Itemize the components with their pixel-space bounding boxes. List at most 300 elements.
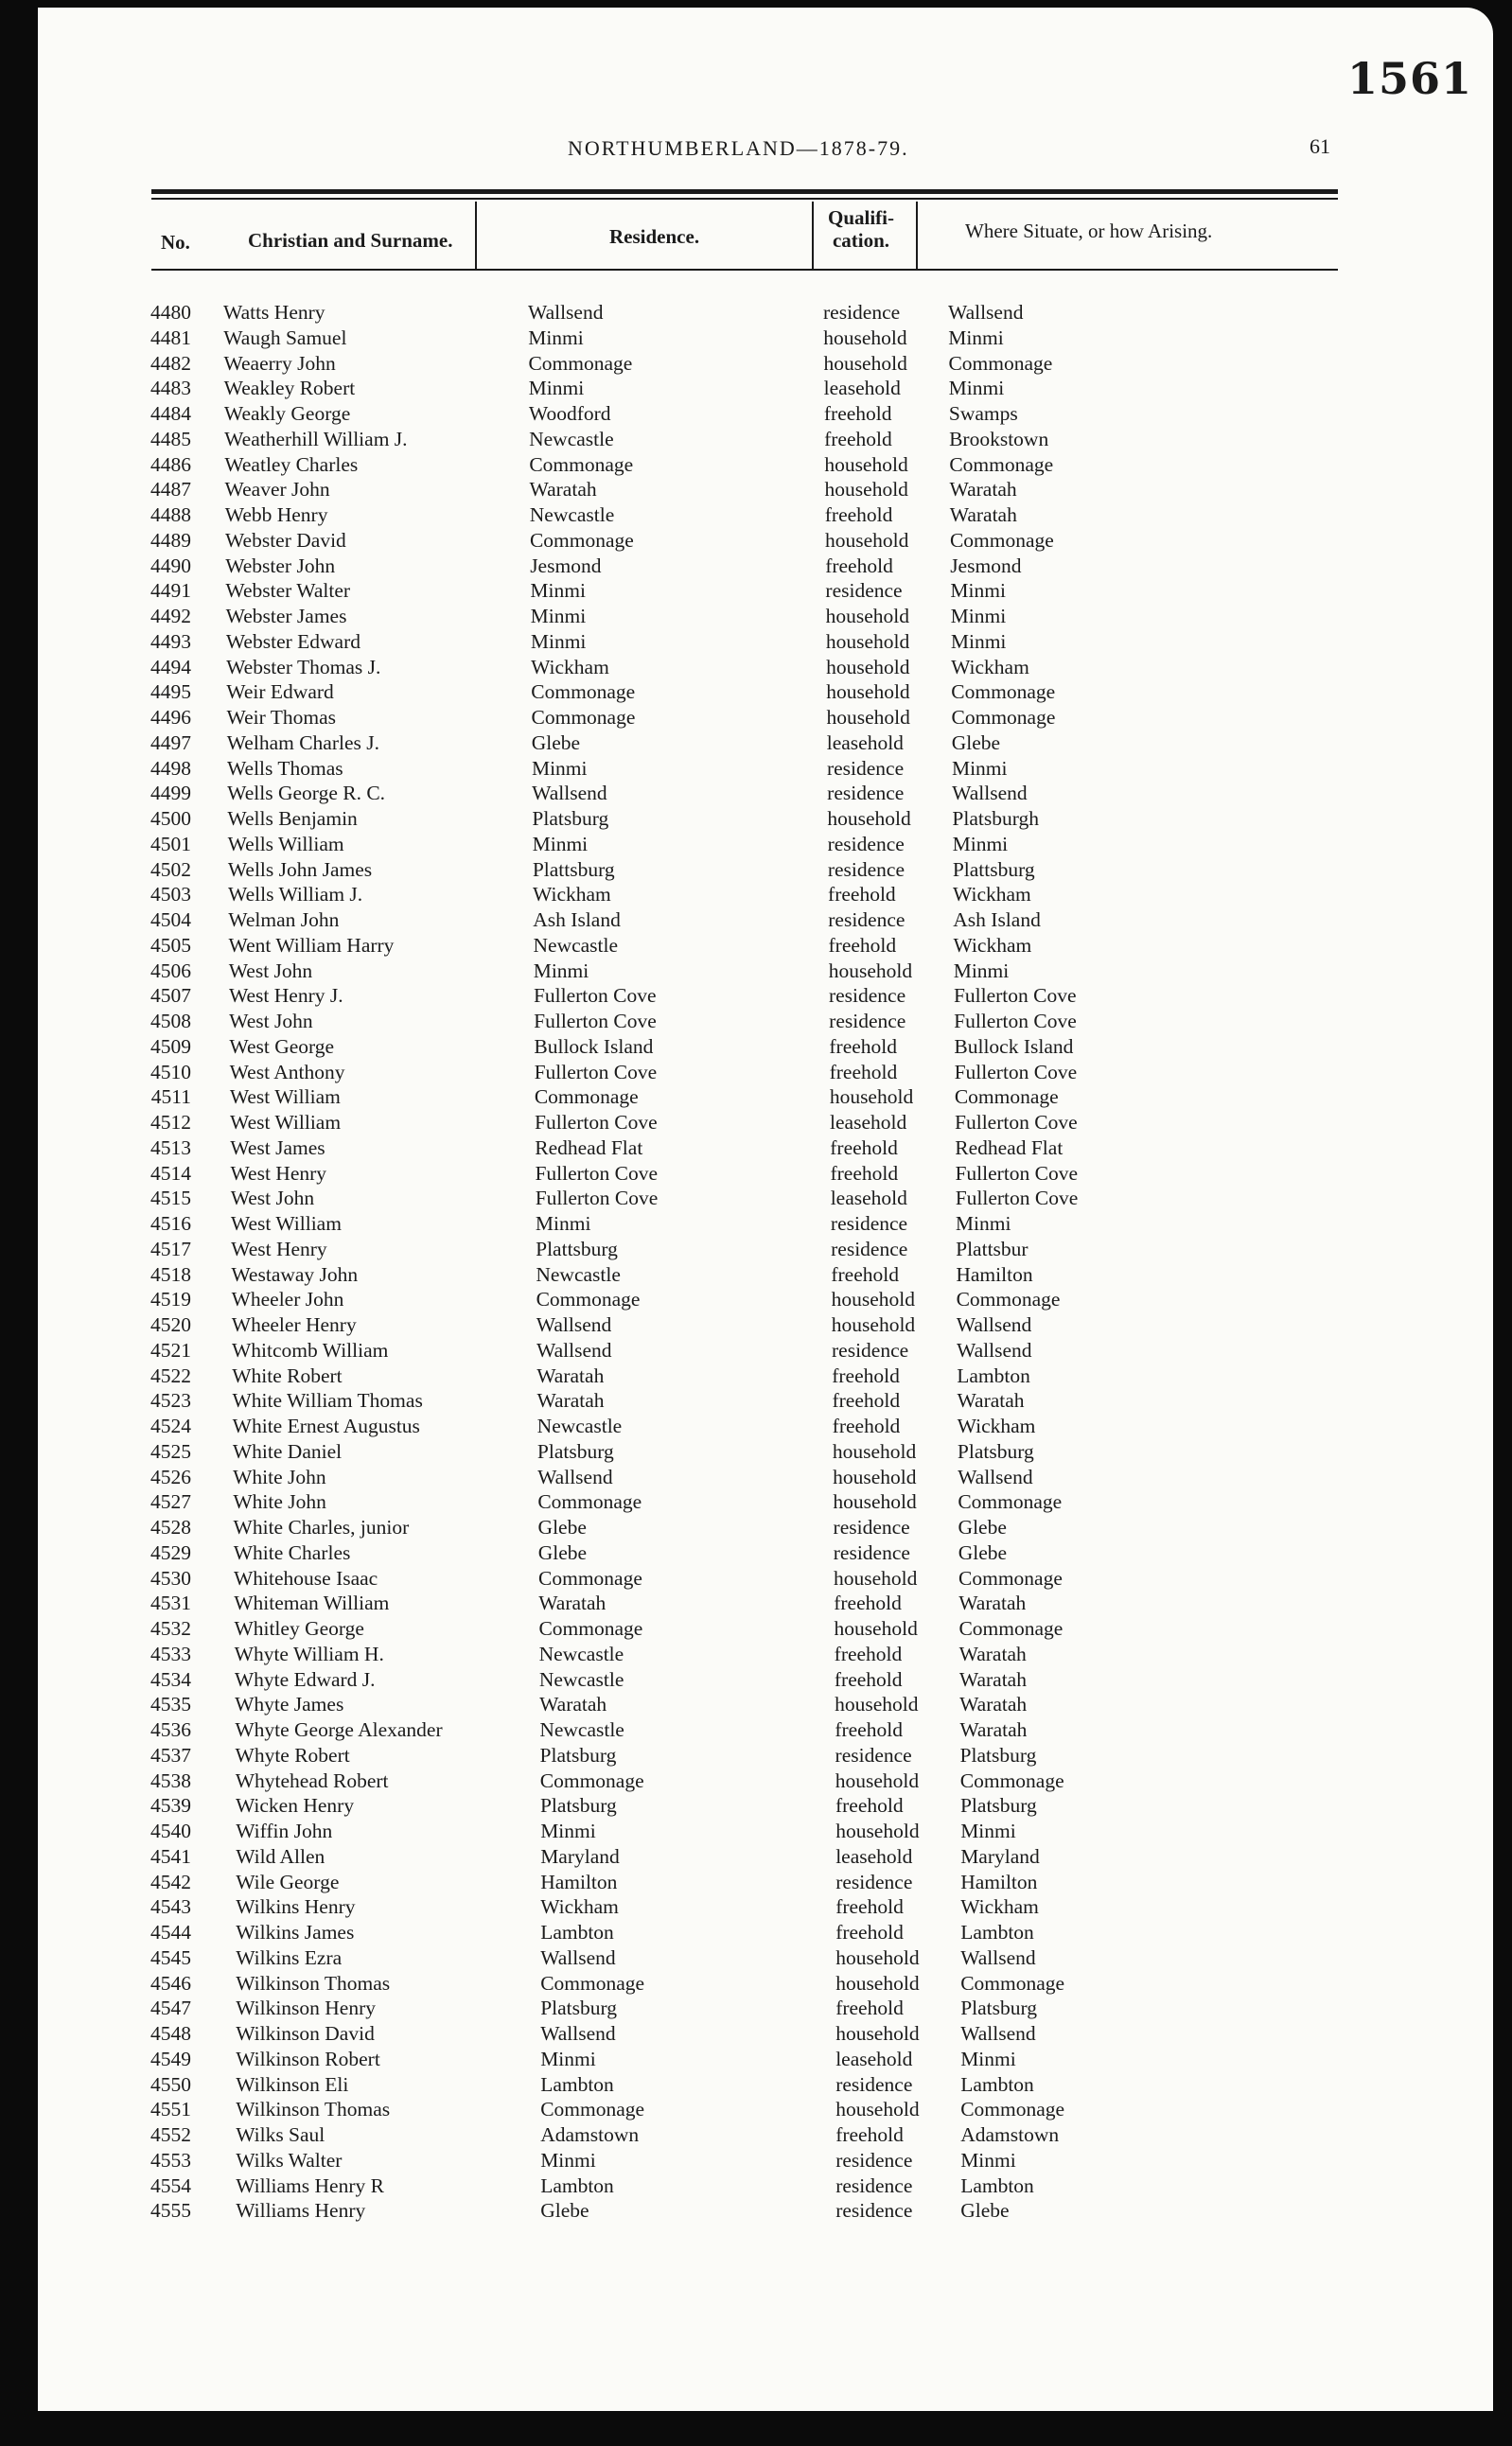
where-situate-cell: Ash Island	[953, 908, 1041, 931]
voter-name: Wilks Saul	[236, 2123, 325, 2146]
qualification-cell: household	[826, 655, 910, 678]
row-number: 4503	[150, 883, 191, 906]
voter-name: Wilkinson Thomas	[236, 1971, 391, 1995]
residence-cell: Platsburg	[539, 1794, 617, 1818]
voter-name: West George	[229, 1034, 335, 1058]
voter-name: Whitcomb William	[232, 1338, 389, 1362]
column-divider	[812, 202, 814, 270]
residence-cell: Platsburg	[536, 1439, 614, 1463]
row-number: 4522	[150, 1364, 191, 1387]
voter-name: Wells William	[227, 832, 344, 855]
where-situate-cell: Minmi	[960, 2047, 1016, 2070]
row-number: 4544	[150, 1921, 191, 1944]
where-situate-cell: Plattsburg	[952, 857, 1035, 881]
column-header-qualification: Qualifi-cation.	[827, 206, 894, 252]
voter-name: Webster David	[224, 528, 346, 552]
row-number: 4489	[150, 528, 191, 552]
qualification-cell: freehold	[828, 933, 897, 957]
voter-name: Wilkinson Eli	[236, 2072, 349, 2096]
residence-cell: Newcastle	[539, 1718, 624, 1741]
header-rule-thin	[151, 198, 1338, 200]
voter-name: West William	[230, 1111, 342, 1134]
residence-cell: Fullerton Cove	[535, 1161, 659, 1185]
row-number: 4552	[150, 2123, 191, 2146]
column-divider	[475, 202, 477, 270]
voter-name: West James	[230, 1135, 325, 1159]
voter-name: Whytehead Robert	[235, 1769, 389, 1792]
where-situate-cell: Wallsend	[952, 782, 1028, 805]
qualification-cell: freehold	[832, 1415, 901, 1437]
qualification-cell: household	[826, 706, 910, 729]
where-situate-cell: Hamilton	[956, 1262, 1033, 1286]
voter-name: Webster John	[225, 554, 336, 577]
qualification-cell: household	[823, 326, 907, 349]
row-number: 4499	[150, 782, 191, 805]
row-number: 4496	[150, 706, 191, 729]
row-number: 4487	[150, 478, 191, 502]
qualification-cell: household	[829, 1085, 914, 1109]
voter-name: Wells Thomas	[226, 756, 343, 780]
qualification-cell: leasehold	[823, 377, 901, 400]
voter-name: Whyte William H.	[234, 1642, 384, 1665]
residence-cell: Waratah	[536, 1364, 605, 1387]
register-page	[38, 8, 1493, 2411]
page-number: 61	[1310, 134, 1330, 158]
row-number: 4531	[150, 1592, 191, 1615]
residence-cell: Wallsend	[536, 1313, 612, 1336]
row-number: 4536	[150, 1718, 191, 1741]
row-number: 4537	[150, 1743, 191, 1767]
voter-name: Weaerry John	[223, 351, 336, 375]
row-number: 4525	[150, 1439, 191, 1463]
residence-cell: Wallsend	[540, 2022, 616, 2045]
where-situate-cell: Wallsend	[960, 1945, 1036, 1969]
residence-cell: Minmi	[530, 629, 587, 653]
voter-name: Webster James	[225, 605, 347, 627]
qualification-cell: residence	[831, 1237, 908, 1260]
residence-cell: Commonage	[538, 1566, 642, 1590]
where-situate-cell: Glebe	[960, 2199, 1010, 2223]
qualification-cell: freehold	[835, 1895, 904, 1919]
voter-name: West John	[228, 959, 313, 982]
row-number: 4555	[150, 2199, 191, 2223]
row-number: 4506	[150, 959, 191, 982]
voter-name: West Anthony	[229, 1060, 345, 1083]
column-header-no: No.	[161, 231, 190, 254]
row-number: 4498	[150, 756, 191, 780]
where-situate-cell: Lambton	[957, 1364, 1030, 1387]
qualification-cell: freehold	[835, 1794, 904, 1818]
residence-cell: Plattsburg	[536, 1237, 618, 1260]
voter-name: Wheeler John	[231, 1288, 344, 1311]
voter-name: Webster Walter	[225, 579, 351, 603]
where-situate-cell: Waratah	[949, 503, 1017, 526]
where-situate-cell: Waratah	[957, 1389, 1025, 1413]
voter-name: Whyte George Alexander	[235, 1718, 443, 1741]
residence-cell: Newcastle	[533, 933, 619, 957]
voter-name: Wells Benjamin	[227, 807, 358, 830]
row-number: 4512	[150, 1111, 191, 1134]
residence-cell: Fullerton Cove	[535, 1187, 659, 1210]
qualification-cell: household	[828, 959, 913, 982]
residence-cell: Fullerton Cove	[535, 1111, 658, 1134]
voter-name: West Henry J.	[228, 984, 343, 1008]
qualification-cell: leasehold	[826, 730, 904, 754]
where-situate-cell: Glebe	[958, 1540, 1008, 1564]
qualification-cell: household	[827, 807, 911, 830]
where-situate-cell: Wallsend	[960, 2022, 1036, 2045]
where-situate-cell: Platsburg	[957, 1439, 1034, 1463]
row-number: 4538	[150, 1769, 191, 1792]
where-situate-cell: Wallsend	[957, 1338, 1032, 1362]
qualification-cell: freehold	[835, 2123, 904, 2146]
header-rule-thick	[151, 189, 1338, 194]
qualification-cell: freehold	[830, 1161, 899, 1185]
residence-cell: Commonage	[529, 528, 634, 552]
column-header-name: Christian and Surname.	[248, 229, 453, 252]
row-number: 4504	[150, 908, 191, 931]
row-number: 4510	[150, 1060, 191, 1083]
row-number: 4508	[150, 1010, 191, 1032]
where-situate-cell: Platsburgh	[952, 807, 1039, 830]
voter-name: Watts Henry	[223, 301, 325, 324]
residence-cell: Commonage	[536, 1288, 641, 1311]
qualification-cell: household	[824, 478, 908, 502]
row-number: 4530	[150, 1566, 191, 1590]
where-situate-cell: Waratah	[958, 1592, 1027, 1615]
residence-cell: Bullock Island	[534, 1034, 654, 1058]
row-number: 4539	[150, 1794, 191, 1818]
where-situate-cell: Plattsbur	[956, 1237, 1029, 1260]
row-number: 4483	[150, 377, 191, 400]
column-divider	[916, 202, 918, 270]
qualification-cell: residence	[825, 579, 903, 603]
row-number: 4527	[150, 1490, 191, 1514]
row-number: 4549	[150, 2047, 191, 2070]
qualification-cell: freehold	[835, 1997, 904, 2020]
qualification-cell: freehold	[831, 1262, 899, 1286]
voter-name: White Ernest Augustus	[232, 1415, 420, 1437]
residence-cell: Wallsend	[532, 782, 607, 805]
qualification-cell: household	[824, 528, 909, 552]
residence-cell: Hamilton	[540, 1870, 618, 1893]
row-number: 4547	[150, 1997, 191, 2020]
row-number: 4488	[150, 503, 191, 526]
residence-cell: Newcastle	[538, 1642, 624, 1665]
row-number: 4505	[150, 933, 191, 957]
where-situate-cell: Commonage	[959, 1769, 1064, 1792]
voter-name: Wild Allen	[236, 1844, 325, 1868]
residence-cell: Glebe	[540, 2199, 589, 2223]
voter-name: Webster Thomas J.	[226, 655, 381, 678]
where-situate-cell: Lambton	[960, 1921, 1034, 1944]
where-situate-cell: Minmi	[948, 326, 1004, 349]
where-situate-cell: Wickham	[957, 1415, 1036, 1437]
residence-cell: Lambton	[540, 2072, 614, 2096]
voter-name: Wells John James	[227, 857, 373, 881]
where-situate-cell: Minmi	[951, 756, 1008, 780]
row-number: 4553	[150, 2148, 191, 2172]
qualification-cell: residence	[830, 1212, 908, 1235]
where-situate-cell: Commonage	[956, 1288, 1061, 1311]
residence-cell: Waratah	[539, 1693, 607, 1716]
voter-name: Weakley Robert	[223, 377, 356, 400]
row-number: 4548	[150, 2022, 191, 2045]
where-situate-cell: Waratah	[958, 1642, 1027, 1665]
row-number: 4524	[150, 1415, 191, 1437]
residence-cell: Newcastle	[529, 503, 615, 526]
where-situate-cell: Lambton	[960, 2072, 1034, 2096]
qualification-cell: residence	[828, 984, 906, 1008]
where-situate-cell: Commonage	[958, 1617, 1064, 1640]
row-number: 4521	[150, 1338, 191, 1362]
voter-name: Wilkins Henry	[236, 1895, 356, 1919]
row-number: 4542	[150, 1870, 191, 1893]
residence-cell: Lambton	[540, 2173, 614, 2197]
voter-name: Wilkins Ezra	[236, 1945, 343, 1969]
voter-name: Wells William J.	[228, 883, 363, 906]
qualification-cell: household	[834, 1566, 918, 1590]
residence-cell: Minmi	[530, 605, 587, 627]
residence-cell: Minmi	[533, 959, 589, 982]
row-number: 4523	[150, 1389, 191, 1413]
row-number: 4497	[150, 730, 191, 754]
residence-cell: Commonage	[531, 706, 636, 729]
residence-cell: Waratah	[538, 1592, 607, 1615]
where-situate-cell: Commonage	[948, 351, 1053, 375]
voter-name: Whyte Robert	[235, 1743, 350, 1767]
voter-name: Whitehouse Isaac	[234, 1566, 378, 1590]
qualification-cell: household	[832, 1439, 917, 1463]
qualification-cell: leasehold	[830, 1187, 907, 1210]
where-situate-cell: Hamilton	[960, 1870, 1038, 1893]
where-situate-cell: Minmi	[960, 1820, 1016, 1842]
where-situate-cell: Bullock Island	[954, 1034, 1074, 1058]
qualification-cell: freehold	[830, 1135, 898, 1159]
where-situate-cell: Minmi	[952, 832, 1009, 855]
row-number: 4540	[150, 1820, 191, 1842]
residence-cell: Maryland	[540, 1844, 620, 1868]
qualification-cell: leasehold	[835, 2047, 913, 2070]
where-situate-cell: Platsburg	[959, 1743, 1037, 1767]
voter-name: White Charles	[233, 1540, 351, 1564]
qualification-cell: freehold	[834, 1667, 903, 1691]
qualification-cell: freehold	[829, 1060, 898, 1083]
where-situate-cell: Minmi	[955, 1212, 1011, 1235]
qualification-cell: household	[823, 351, 907, 375]
qualification-cell: household	[835, 2098, 920, 2121]
residence-cell: Minmi	[530, 579, 586, 603]
residence-cell: Commonage	[534, 1085, 639, 1109]
qualification-cell: residence	[829, 1010, 906, 1032]
row-number: 4519	[150, 1288, 191, 1311]
row-number: 4543	[150, 1895, 191, 1919]
row-number: 4551	[150, 2098, 191, 2121]
where-situate-cell: Commonage	[960, 2098, 1065, 2121]
voter-name: Williams Henry	[236, 2199, 366, 2223]
residence-cell: Waratah	[529, 478, 597, 502]
row-number: 4535	[150, 1693, 191, 1716]
qualification-cell: residence	[827, 782, 905, 805]
residence-cell: Wickham	[533, 883, 611, 906]
residence-cell: Wallsend	[536, 1338, 612, 1362]
residence-cell: Commonage	[538, 1617, 643, 1640]
residence-cell: Fullerton Cove	[534, 1010, 657, 1032]
voter-name: Whyte Edward J.	[234, 1667, 376, 1691]
voter-name: Wilkinson David	[236, 2022, 375, 2045]
where-situate-cell: Wickham	[951, 655, 1029, 678]
row-number: 4528	[150, 1516, 191, 1539]
voter-name: Wilks Walter	[236, 2148, 343, 2172]
qualification-cell: freehold	[832, 1389, 901, 1413]
qualification-cell: residence	[823, 301, 901, 324]
row-number: 4516	[150, 1212, 191, 1235]
where-situate-cell: Commonage	[954, 1085, 1059, 1109]
column-header-residence: Residence.	[609, 225, 700, 248]
voter-name: West John	[230, 1187, 315, 1210]
qualification-cell: freehold	[835, 1921, 904, 1944]
where-situate-cell: Minmi	[960, 2148, 1016, 2172]
residence-cell: Redhead Flat	[535, 1135, 643, 1159]
qualification-cell: household	[835, 1945, 920, 1969]
residence-cell: Lambton	[540, 1921, 614, 1944]
row-number: 4511	[150, 1085, 191, 1109]
residence-cell: Minmi	[540, 2047, 596, 2070]
where-situate-cell: Waratah	[959, 1718, 1028, 1741]
row-number: 4514	[150, 1161, 191, 1185]
residence-cell: Plattsburg	[532, 857, 615, 881]
residence-cell: Commonage	[529, 452, 634, 476]
qualification-cell: household	[833, 1490, 917, 1514]
row-number: 4545	[150, 1945, 191, 1969]
row-number: 4526	[150, 1465, 191, 1488]
residence-cell: Minmi	[532, 832, 589, 855]
qualification-cell: freehold	[834, 1642, 903, 1665]
voter-name: West William	[230, 1212, 342, 1235]
residence-cell: Fullerton Cove	[534, 1060, 658, 1083]
where-situate-cell: Commonage	[949, 452, 1054, 476]
voter-name: Wilkins James	[236, 1921, 355, 1944]
qualification-cell: freehold	[832, 1364, 900, 1387]
qualification-cell: freehold	[834, 1592, 902, 1615]
column-header-where: Where Situate, or how Arising.	[965, 220, 1213, 242]
residence-cell: Glebe	[537, 1516, 587, 1539]
row-number: 4495	[150, 680, 191, 704]
residence-cell: Wallsend	[537, 1465, 613, 1488]
where-situate-cell: Platsburg	[959, 1794, 1037, 1818]
qualification-cell: household	[835, 1820, 920, 1842]
qualification-cell: residence	[835, 2148, 913, 2172]
where-situate-cell: Fullerton Cove	[953, 984, 1077, 1008]
where-situate-cell: Minmi	[950, 605, 1007, 627]
voter-name: West William	[229, 1085, 341, 1109]
where-situate-cell: Waratah	[949, 478, 1017, 502]
where-situate-cell: Wallsend	[958, 1465, 1033, 1488]
row-number: 4507	[150, 984, 191, 1008]
qualification-cell: freehold	[824, 503, 893, 526]
row-number: 4493	[150, 629, 191, 653]
where-situate-cell: Fullerton Cove	[955, 1187, 1079, 1210]
where-situate-cell: Wickham	[953, 883, 1031, 906]
residence-cell: Wickham	[531, 655, 609, 678]
residence-cell: Platsburg	[532, 807, 609, 830]
where-situate-cell: Fullerton Cove	[954, 1010, 1077, 1032]
residence-cell: Newcastle	[536, 1262, 621, 1286]
voter-name: Whiteman William	[234, 1592, 390, 1615]
row-number: 4532	[150, 1617, 191, 1640]
row-number: 4484	[150, 402, 191, 425]
qualification-cell: residence	[833, 1516, 910, 1539]
qualification-cell: household	[835, 1971, 920, 1995]
voter-name: White Robert	[232, 1364, 343, 1387]
qualification-cell: residence	[826, 756, 905, 780]
row-number: 4502	[150, 857, 191, 881]
qualification-cell: freehold	[823, 402, 892, 425]
voter-name: Weir Thomas	[226, 706, 337, 729]
voter-name: White John	[233, 1490, 326, 1514]
voter-name: Weir Edward	[226, 680, 334, 704]
voter-name: Went William Harry	[228, 933, 395, 957]
row-number: 4491	[150, 579, 191, 603]
voter-name: Wilkinson Robert	[236, 2047, 380, 2070]
row-number: 4529	[150, 1540, 191, 1564]
where-situate-cell: Wickham	[960, 1895, 1039, 1919]
row-number: 4533	[150, 1642, 191, 1665]
row-number: 4482	[150, 351, 191, 375]
page-title: NORTHUMBERLAND—1878-79.	[568, 136, 909, 160]
voter-name: White William Thomas	[232, 1389, 423, 1413]
qualification-cell: residence	[835, 1870, 913, 1893]
qualification-cell: freehold	[835, 1718, 903, 1741]
folio-number: 1561	[1347, 53, 1473, 104]
voter-name: Webb Henry	[224, 503, 328, 526]
where-situate-cell: Minmi	[950, 629, 1007, 653]
where-situate-cell: Wallsend	[948, 301, 1024, 324]
row-number: 4520	[150, 1313, 191, 1336]
where-situate-cell: Commonage	[951, 706, 1056, 729]
voter-name: Wicken Henry	[235, 1794, 355, 1818]
residence-cell: Minmi	[528, 326, 584, 349]
voter-name: Weatherhill William J.	[224, 427, 408, 450]
residence-cell: Adamstown	[540, 2123, 640, 2146]
where-situate-cell: Commonage	[958, 1490, 1063, 1514]
qualification-cell: household	[824, 452, 908, 476]
voter-name: West Henry	[231, 1237, 327, 1260]
where-situate-cell: Jesmond	[950, 554, 1022, 577]
row-number: 4480	[150, 301, 191, 324]
residence-cell: Glebe	[537, 1540, 588, 1564]
row-number: 4486	[150, 452, 191, 476]
residence-cell: Minmi	[535, 1212, 591, 1235]
qualification-cell: leasehold	[830, 1111, 907, 1134]
qualification-cell: household	[835, 1769, 920, 1792]
where-situate-cell: Fullerton Cove	[954, 1060, 1078, 1083]
where-situate-cell: Commonage	[958, 1566, 1063, 1590]
residence-cell: Wickham	[540, 1895, 619, 1919]
voter-name: Whyte James	[235, 1693, 344, 1716]
residence-cell: Fullerton Cove	[533, 984, 657, 1008]
qualification-cell: residence	[835, 1743, 912, 1767]
residence-cell: Jesmond	[530, 554, 602, 577]
where-situate-cell: Commonage	[949, 528, 1054, 552]
residence-cell: Ash Island	[533, 908, 621, 931]
qualification-cell: residence	[833, 1540, 910, 1564]
qualification-cell: household	[833, 1465, 917, 1488]
row-number: 4518	[150, 1262, 191, 1286]
residence-cell: Commonage	[539, 1769, 644, 1792]
qualification-cell: household	[834, 1617, 918, 1640]
qualification-cell: residence	[835, 2199, 913, 2223]
